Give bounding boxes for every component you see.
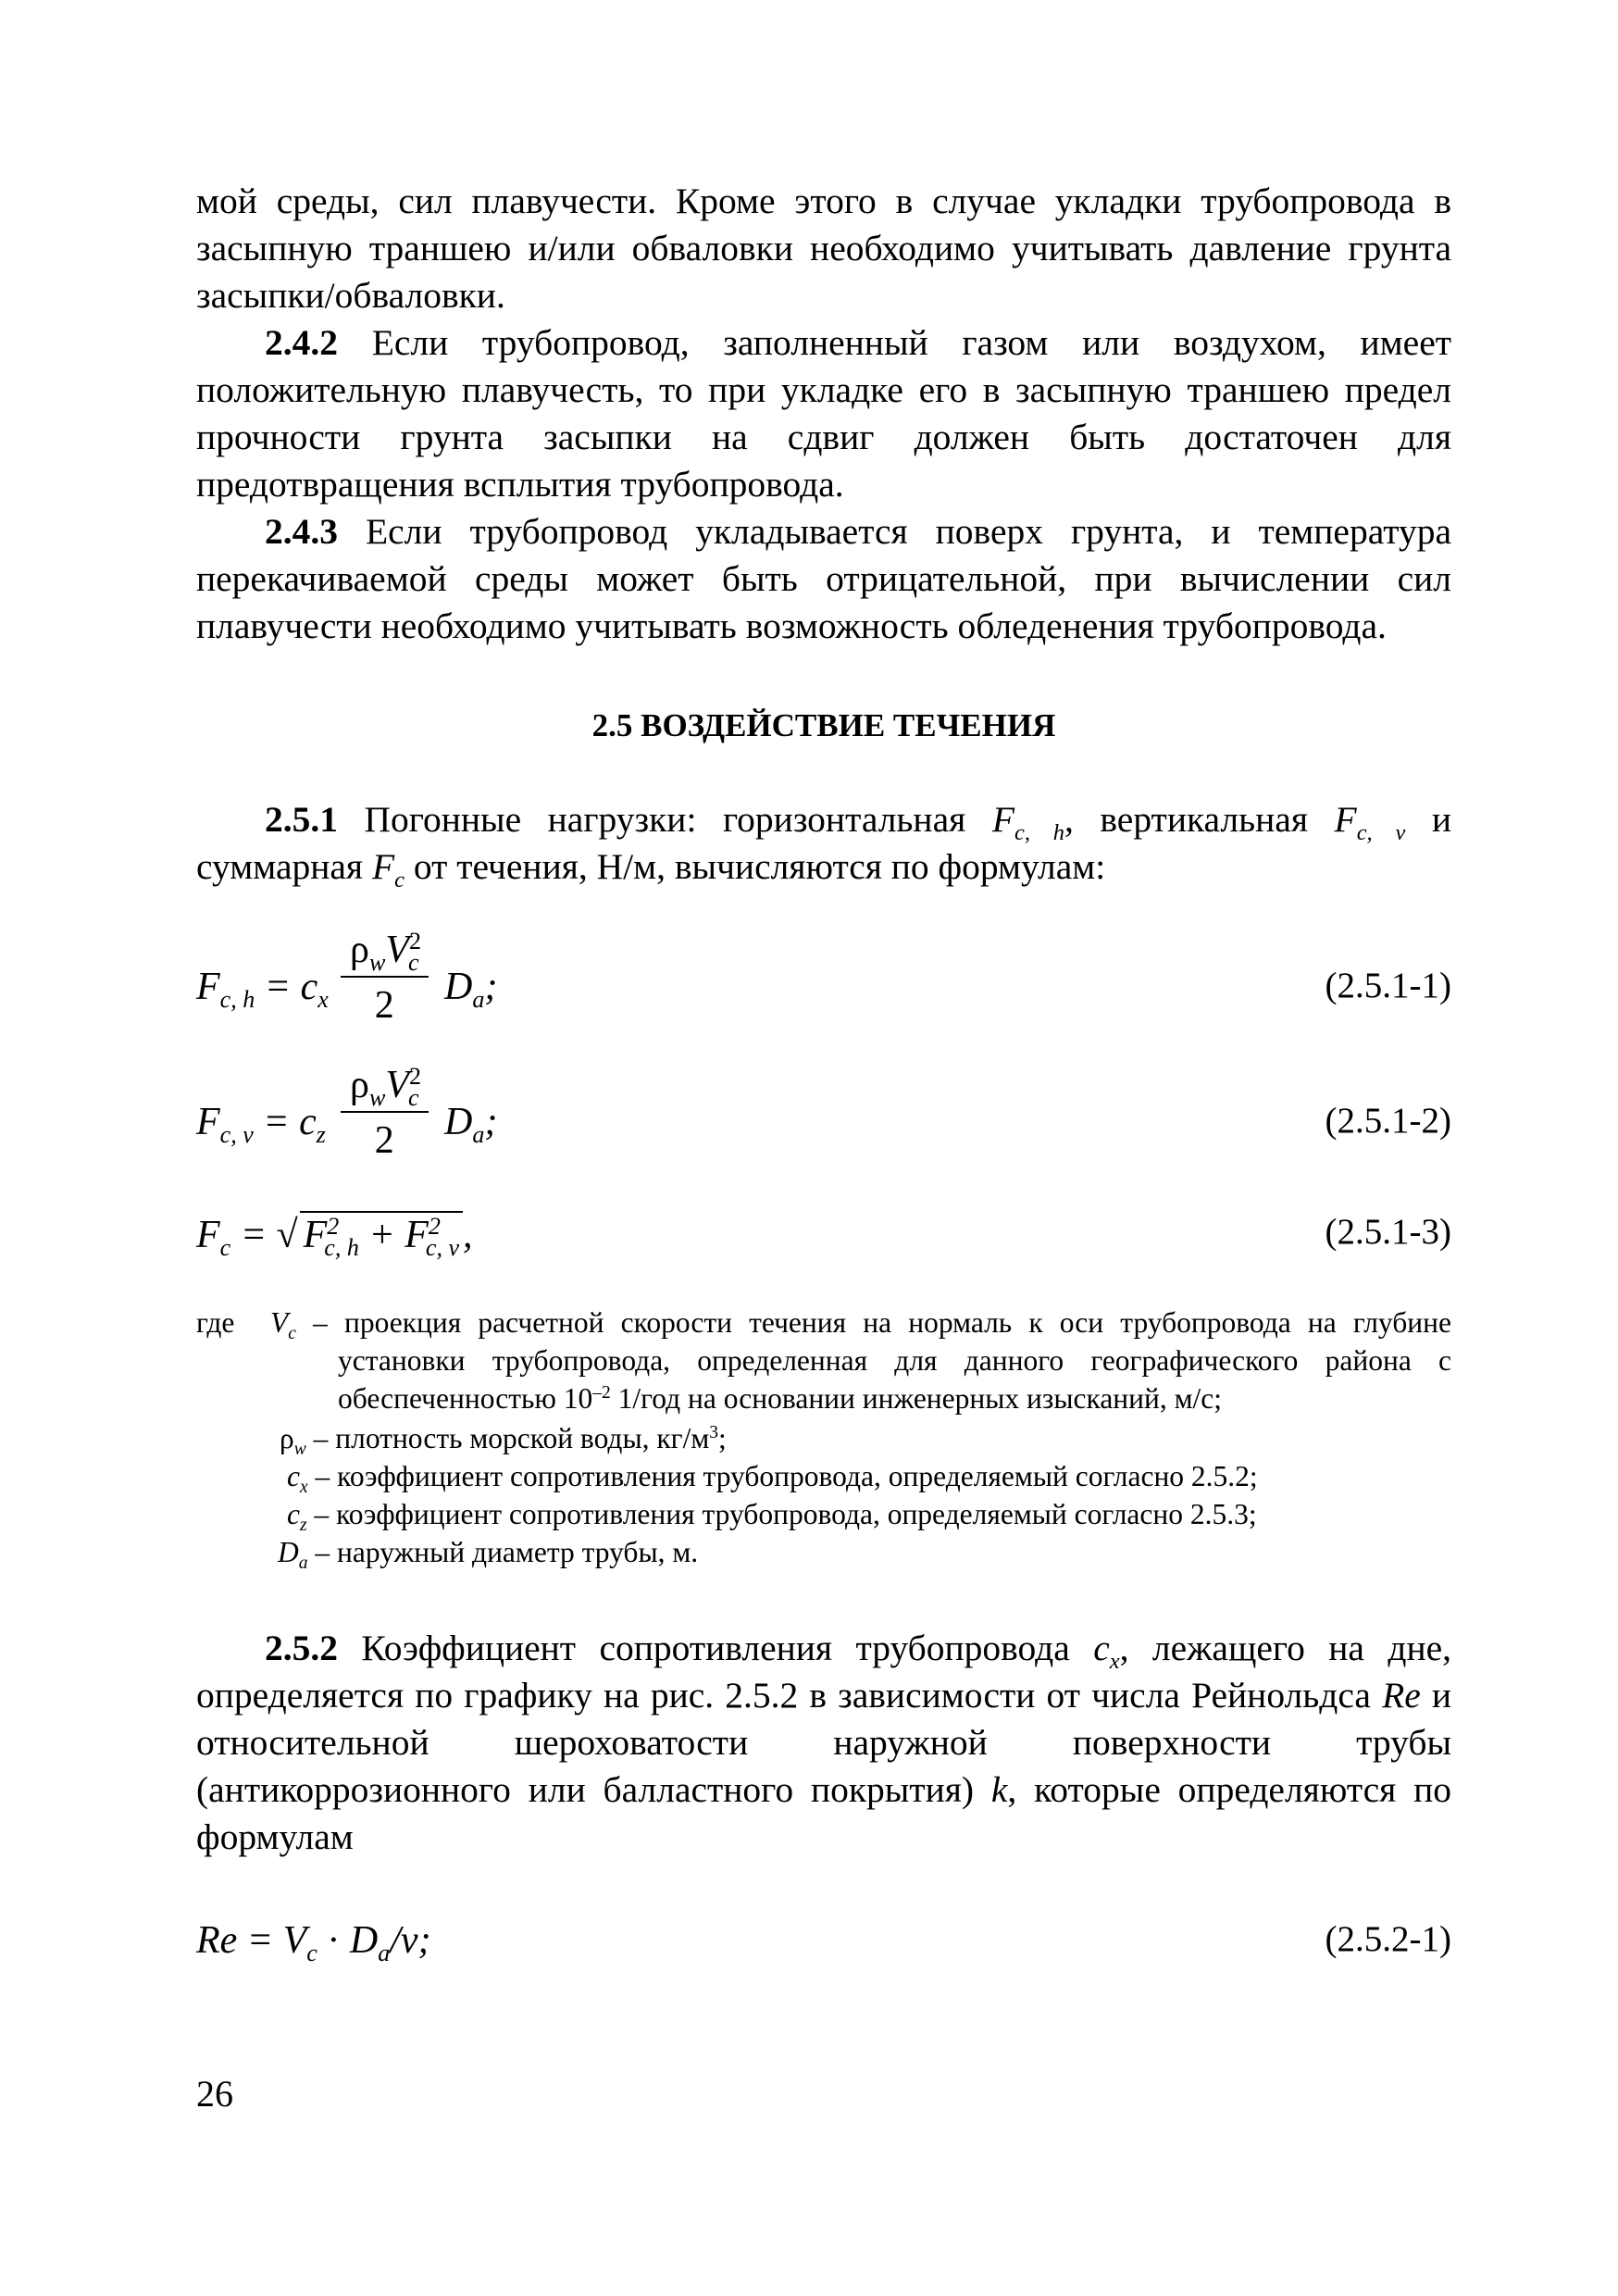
formula-2-5-1-2 <box>196 1063 1451 1183</box>
paragraph-2-4-3 <box>196 508 1451 650</box>
formula-legend <box>196 1304 1451 1571</box>
paragraph-text-d: от течения, Н/м, вычисляются по формулам: <box>404 846 1106 887</box>
symbol-fcv: $F_{c, v}$ <box>1334 799 1406 845</box>
symbol-re: Re <box>1382 1675 1421 1716</box>
paragraph-text-d: , которые определяются по формулам <box>196 1769 1451 1857</box>
paragraph-2-4-2 <box>196 319 1451 508</box>
formula-number: (2.5.1-3) <box>1325 1212 1451 1252</box>
paragraph-text-b: , лежащего на дне, определяется по графику на рис. 2.5.2 в зависимости от числа Рейнольдса <box>196 1628 1451 1716</box>
paragraph-2-5-2 <box>196 1625 1451 1861</box>
formula-expression: $Re = V_c \cdot D_a/\nu$; <box>196 1919 431 1967</box>
formula-fraction: $\rho_wV^2_c$ 2 <box>341 1063 429 1163</box>
formula-lhs: $F_{c, h} = c_x$ <box>196 966 329 1014</box>
legend-item-cz: $c_z$ – коэффициент сопротивления трубопровода, определяемый согласно 2.5.3; <box>287 1498 1257 1535</box>
symbol-fch: $F_{c, h}$ <box>991 799 1064 845</box>
paragraph-text-b: , вертикальная <box>1064 799 1335 840</box>
formula-rhs: $D_a$; <box>444 1101 498 1149</box>
formula-2-5-2-1 <box>196 1918 1451 1974</box>
paragraph-intro <box>196 178 1451 319</box>
legend-item-vc: $V_c$ – проекция расчетной скорости течения на нормаль к оси трубопровода на глубине установки трубопровода, определенная для данного географического района с обеспеченностью $10^{-2}$ 1/год на основании инженерных изысканий, м/с; <box>270 1306 1451 1415</box>
page-number: 26 <box>196 2073 233 2115</box>
paragraph-text-c: и относительной шероховатости наружной поверхности трубы (антикоррозионного или балластного покрытия) <box>196 1675 1452 1810</box>
section-number: 2.4.3 <box>265 511 338 552</box>
symbol-cx: $c_x$ <box>1093 1628 1120 1674</box>
paragraph-text-c: и суммарная <box>196 799 1452 887</box>
section-number: 2.5.1 <box>265 799 338 840</box>
formula-2-5-1-3 <box>196 1205 1451 1270</box>
symbol-k: k <box>990 1769 1008 1810</box>
section-heading: 2.5 ВОЗДЕЙСТВИЕ ТЕЧЕНИЯ <box>591 707 1056 743</box>
legend-item-da: $D_a$ – наружный диаметр трубы, м. <box>278 1536 699 1573</box>
legend-item-cx: $c_x$ – коэффициент сопротивления трубопровода, определяемый согласно 2.5.2; <box>287 1460 1258 1497</box>
paragraph-text: Если трубопровод, заполненный газом или воздухом, имеет положительную плавучесть, то при укладке его в засыпную траншею предел прочности грунта засыпки на сдвиг должен быть достаточен для предотвращения всплытия трубопровода. <box>196 322 1451 505</box>
formula-number: (2.5.2-1) <box>1325 1919 1451 1959</box>
formula-lhs: $F_{c, v} = c_z$ <box>196 1101 326 1149</box>
formula-number: (2.5.1-2) <box>1325 1101 1451 1141</box>
section-number: 2.4.2 <box>265 322 338 363</box>
legend-lead: где <box>196 1306 235 1339</box>
symbol-fc: $F_c$ <box>371 846 404 892</box>
paragraph-text-a: Погонные нагрузки: горизонтальная <box>338 799 992 840</box>
formula-rhs: $D_a$; <box>444 966 498 1014</box>
paragraph-2-5-1 <box>196 796 1451 891</box>
paragraph-text: Если трубопровод укладывается поверх грунта, и температура перекачиваемой среды может быть отрицательной, при вычислении сил плавучести необходимо учитывать возможность обледенения трубопровода. <box>196 511 1451 646</box>
section-number: 2.5.2 <box>265 1628 338 1668</box>
page-content <box>196 165 1451 1974</box>
paragraph-text-a: Коэффициент сопротивления трубопровода <box>338 1628 1094 1668</box>
formula-2-5-1-1 <box>196 928 1451 1048</box>
paragraph-intro-text: мой среды, сил плавучести. Кроме этого в случае укладки трубопровода в засыпную траншею и/или обваловки необходимо учитывать давление грунта засыпки/обваловки. <box>196 181 1451 316</box>
formula-expression: $F_c$ = √ $F^2_{c, h} + F^2_{c, v}$, <box>196 1212 473 1262</box>
formula-number: (2.5.1-1) <box>1325 966 1451 1005</box>
legend-item-rho: $\rho_w$ – плотность морской воды, $кг/м^3$; <box>280 1422 727 1459</box>
formula-fraction: $\rho_wV^2_c$ 2 <box>341 928 429 1028</box>
